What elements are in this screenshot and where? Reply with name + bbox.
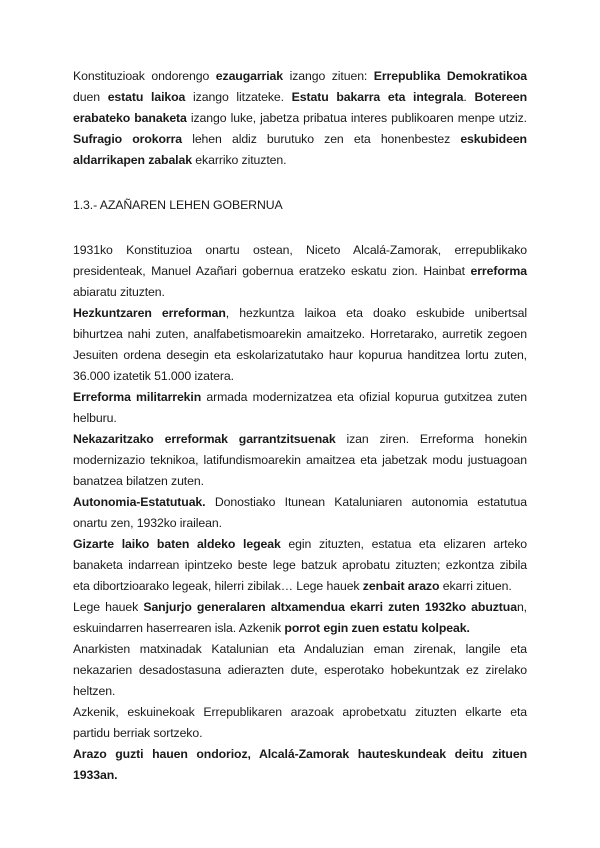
bold-text: Erreforma militarrekin <box>73 390 202 404</box>
text: , hezkuntza laikoa eta doako eskubide unibertsal bihurtzea nahi zuten, analfabetismoarekin amaitzeko. Horretarako, aurretik zegoen Jesuiten ordena desegin eta eskolarizatutako haur kopurua handitzea lortu zuten, 36.000 izatetik 51.000 izatera. <box>73 306 527 383</box>
intro-paragraph <box>73 66 527 171</box>
text: armada modernizatzea eta ofizial kopurua gutxitzea zuten helburu. <box>73 390 527 425</box>
bold-text: Sanjurjo generalaren altxamendua ekarri zuten 1932ko abuztua <box>143 600 517 614</box>
document-page <box>73 66 527 786</box>
text: Konstituzioak ondorengo <box>73 69 216 83</box>
text: ekarri zituen. <box>439 579 512 593</box>
paragraph-conclusion <box>73 744 527 786</box>
text: duen <box>73 90 108 104</box>
paragraph-sanjurjo <box>73 597 527 639</box>
paragraph-autonomy <box>73 492 527 534</box>
paragraph-anarchists <box>73 639 527 702</box>
bold-text: Errepublika Demokratikoa <box>373 69 527 83</box>
bold-text: erreforma <box>470 264 527 278</box>
bold-text: zenbait arazo <box>362 579 440 593</box>
text: 1931ko Konstituzioa onartu ostean, Niceto Alcalá-Zamorak, errepublikako presidenteak, Manuel Azañari gobernua eratzeko eskatu zion. Hainbat <box>73 243 527 278</box>
paragraph-constitution <box>73 240 527 303</box>
text: Azkenik, eskuinekoak Errepublikaren arazoak aprobetxatu zituzten elkarte eta partidu berriak sortzeko. <box>73 705 527 740</box>
paragraph-secular <box>73 534 527 597</box>
text: lehen aldiz burutuko zen eta honenbestez <box>182 132 461 146</box>
text: Anarkisten matxinadak Katalunian eta Andaluzian eman zirenak, langile eta nekazarien desadostasuna adierazten dute, esperotako hobekuntzak ez zirelako heltzen. <box>73 642 527 698</box>
text: egin zituzten, estatua eta elizaren arteko banaketa indarrean ipintzeko beste lege batzuk aprobatu zituzten; ezkontza zibila eta dibortzioarako legeak, hilerri zibilak… Lege hauek <box>73 537 527 593</box>
paragraph-military <box>73 387 527 429</box>
text: izango luke, jabetza pribatua interes publikoaren menpe utziz. <box>186 111 528 125</box>
bold-text: Hezkuntzaren erreforman <box>73 306 226 320</box>
section-heading: 1.3.- AZAÑAREN LEHEN GOBERNUA <box>73 198 283 212</box>
spacer <box>73 216 527 240</box>
bold-text: Autonomia-Estatutuak. <box>73 495 206 509</box>
bold-text: estatu laikoa <box>107 90 186 104</box>
bold-text: ezaugarriak <box>215 69 284 83</box>
paragraph-agrarian <box>73 429 527 492</box>
bold-text: Estatu bakarra eta integrala <box>291 90 464 104</box>
spacer <box>73 171 527 195</box>
text: ekarriko zituzten. <box>191 153 287 167</box>
text: izango zituen: <box>283 69 374 83</box>
bold-text: Arazo guzti hauen ondorioz, Alcalá-Zamorak hauteskundeak deitu zituen 1933an. <box>73 747 527 782</box>
paragraph-education <box>73 303 527 387</box>
text: izango litzateke. <box>185 90 292 104</box>
bold-text: porrot egin zuen estatu kolpeak. <box>284 621 470 635</box>
bold-text: eskubideen aldarrikapen zabalak <box>73 132 527 167</box>
bold-text: Nekazaritzako erreformak garrantzitsuenak <box>73 432 336 446</box>
text: n, eskuindarren haserrearen isla. Azkenik <box>73 600 527 635</box>
bold-text: Sufragio orokorra <box>73 132 183 146</box>
text: . <box>463 90 475 104</box>
text: Donostiako Itunean Kataluniaren autonomia estatutua onartu zen, 1932ko irailean. <box>73 495 527 530</box>
bold-text: Gizarte laiko baten aldeko legeak <box>73 537 281 551</box>
text: izan ziren. Erreforma honekin modernizazio teknikoa, latifundismoarekin amaitzea eta jabetzak modu justuagoan banatzea bilatzen zuten. <box>73 432 527 488</box>
text: abiaratu zituzten. <box>73 285 165 299</box>
bold-text: Botereen erabateko banaketa <box>73 90 527 125</box>
text: Lege hauek <box>73 600 144 614</box>
paragraph-right-wing <box>73 702 527 744</box>
